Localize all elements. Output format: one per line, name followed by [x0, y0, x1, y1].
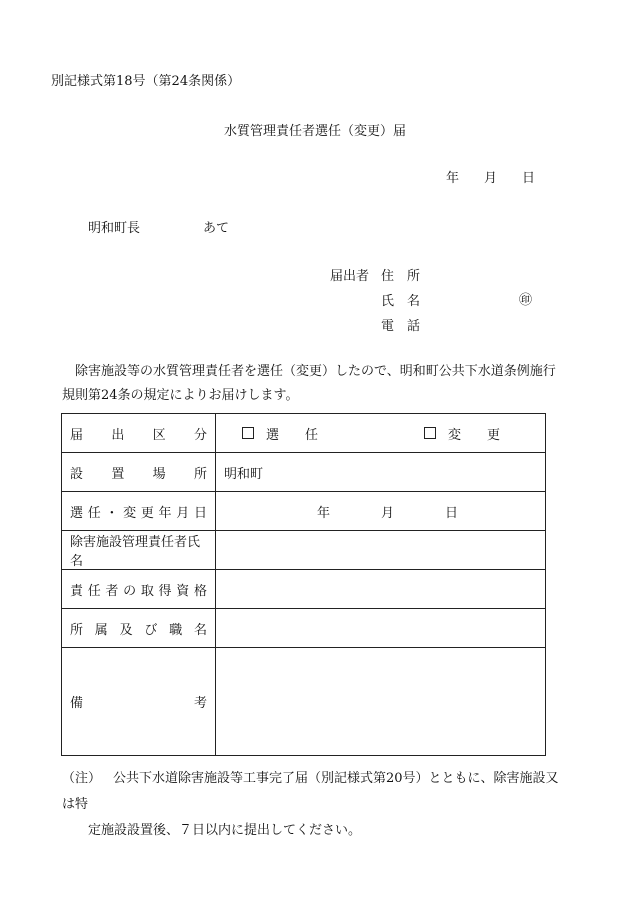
affiliation-value[interactable] — [216, 609, 546, 648]
checkbox-appointment[interactable] — [242, 427, 254, 439]
table-row — [62, 414, 546, 453]
option-appointment-label: 選 任 — [266, 427, 319, 443]
date-month-label: 月 — [484, 171, 498, 186]
notification-type-cell — [216, 414, 546, 453]
addressee-suffix: あて — [203, 221, 230, 236]
table-row — [62, 648, 546, 756]
table-day-label: 日 — [445, 505, 459, 521]
footnote — [62, 766, 562, 844]
table-row — [62, 570, 546, 609]
row-label-notification-type: 届出区分 — [62, 414, 216, 453]
form-number: 別記様式第18号（第24条関係） — [51, 74, 241, 89]
table-year-label: 年 — [317, 505, 331, 521]
row-label-date: 選任・変更年月日 — [62, 492, 216, 531]
table-row — [62, 453, 546, 492]
table-month-label: 月 — [381, 505, 395, 521]
manager-name-value[interactable] — [216, 531, 546, 570]
checkbox-change[interactable] — [424, 427, 436, 439]
row-label-affiliation: 所属及び職名 — [62, 609, 216, 648]
date-cell[interactable] — [216, 492, 546, 531]
applicant-label: 届出者 — [330, 269, 370, 284]
applicant-address-label: 住 所 — [381, 269, 421, 284]
row-label-remarks — [62, 648, 216, 756]
table-row — [62, 609, 546, 648]
addressee-name: 明和町長 — [88, 221, 141, 236]
remarks-value[interactable] — [216, 648, 546, 756]
row-label-location: 設置場所 — [62, 453, 216, 492]
table-row — [62, 492, 546, 531]
remarks-label-right: 考 — [193, 696, 207, 711]
seal-mark: ㊞ — [519, 293, 533, 308]
date-year-label: 年 — [446, 171, 460, 186]
document-title: 水質管理責任者選任（変更）届 — [223, 124, 406, 139]
note-prefix: （注） — [62, 771, 102, 786]
remarks-label-left: 備 — [70, 696, 84, 711]
note-line-2: 定施設設置後、７日以内に提出してください。 — [88, 823, 362, 838]
row-label-manager-name: 除害施設管理責任者氏名 — [62, 531, 216, 570]
date-day-label: 日 — [522, 171, 536, 186]
notification-form-table — [61, 413, 546, 756]
body-text: 除害施設等の水質管理責任者を選任（変更）したので、明和町公共下水道条例施行規則第24条の規定によりお届けします。 — [62, 364, 556, 403]
row-label-qualification: 責任者の取得資格 — [62, 570, 216, 609]
option-change-label: 変 更 — [448, 427, 501, 443]
location-value[interactable]: 明和町 — [216, 453, 546, 492]
table-row — [62, 531, 546, 570]
note-line-1: 公共下水道除害施設等工事完了届（別記様式第20号）とともに、除害施設又は特 — [62, 771, 559, 812]
applicant-name-label: 氏 名 — [381, 294, 421, 309]
applicant-phone-label: 電 話 — [381, 319, 421, 334]
qualification-value[interactable] — [216, 570, 546, 609]
